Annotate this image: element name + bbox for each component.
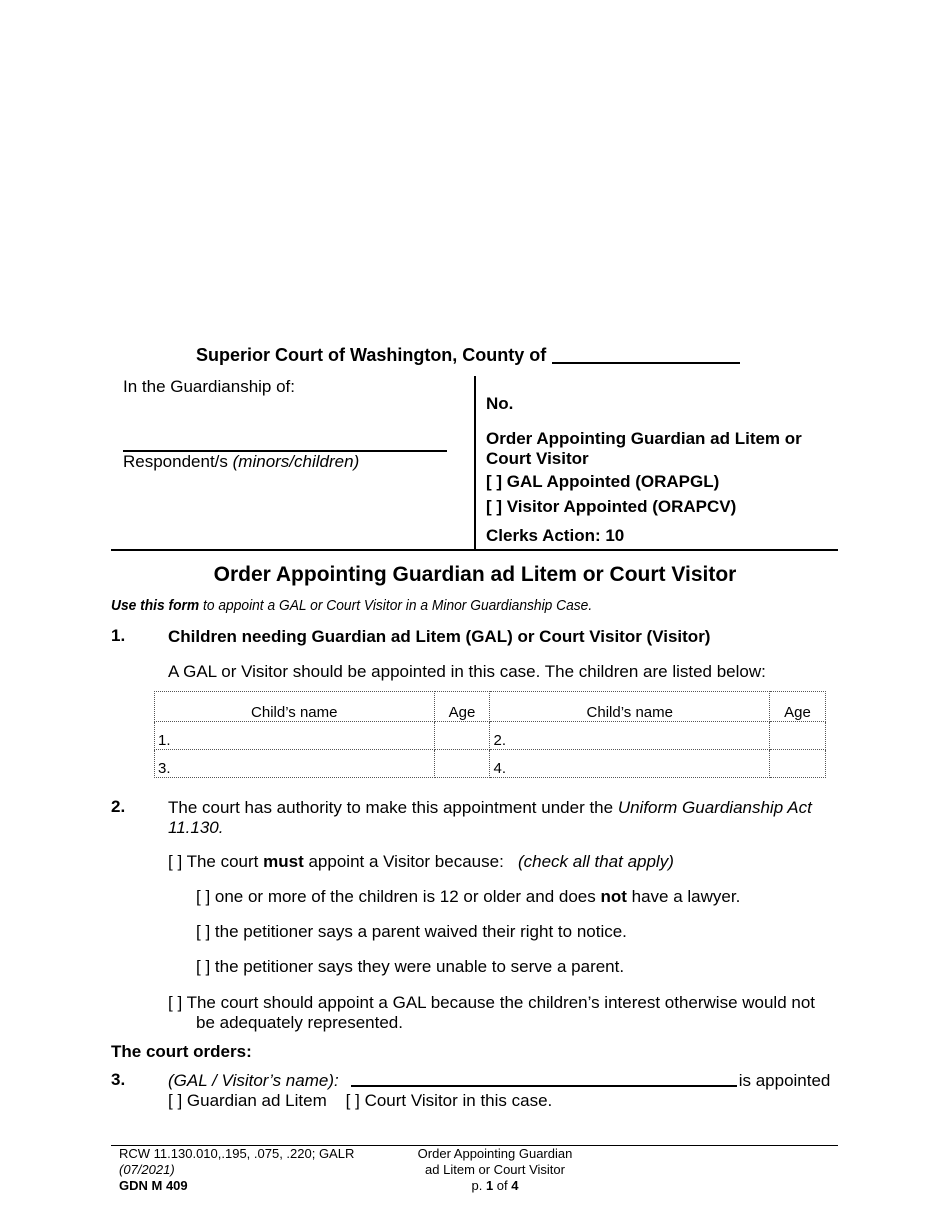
instructions-rest: to appoint a GAL or Court Visitor in a Minor Guardianship Case. bbox=[199, 597, 593, 614]
section-2-text-main: The court has authority to make this appointment under the bbox=[168, 798, 618, 817]
child-age-cell[interactable] bbox=[770, 722, 826, 750]
page-current: 1 bbox=[485, 1178, 494, 1193]
footer-title-line-1: Order Appointing Guardian bbox=[417, 1146, 573, 1161]
page-number bbox=[380, 1178, 610, 1194]
section-2-text-act: Uniform Guardianship Act 11.130. bbox=[168, 798, 812, 837]
visitor-appointed-checkbox[interactable]: [ ] Visitor Appointed (ORAPCV) bbox=[486, 497, 737, 516]
footer-statute: RCW 11.130.010,.195, .075, .220; GALR bbox=[119, 1146, 355, 1161]
respondent-label-text: Respondent/s bbox=[123, 452, 228, 471]
must-appoint-visitor-checkbox[interactable] bbox=[168, 852, 674, 872]
appointee-name-label: (GAL / Visitor’s name): bbox=[168, 1071, 339, 1090]
guardian-ad-litem-checkbox[interactable]: [ ] Guardian ad Litem bbox=[168, 1091, 327, 1110]
column-header: Child’s name bbox=[490, 692, 770, 722]
caption-bottom-rule bbox=[111, 549, 838, 551]
page-total: 4 bbox=[511, 1178, 519, 1193]
instructions-bold: Use this form bbox=[111, 597, 200, 614]
option1-prefix: [ ] one or more of the children is 12 or older and does bbox=[196, 887, 601, 906]
reason-notice-waived-checkbox[interactable]: [ ] the petitioner says a parent waived their right to notice. bbox=[196, 922, 627, 941]
section-1-number: 1. bbox=[111, 626, 126, 645]
should-appoint-gal-checkbox[interactable] bbox=[168, 993, 838, 1033]
table-row bbox=[155, 750, 826, 778]
page-of: of bbox=[493, 1178, 512, 1193]
section-1-text: A GAL or Visitor should be appointed in this case. The children are listed below: bbox=[168, 662, 766, 681]
section-2-number: 2. bbox=[111, 797, 126, 816]
gal-line-1: [ ] The court should appoint a GAL because the children’s interest otherwise would not bbox=[168, 993, 816, 1012]
form-instructions bbox=[111, 597, 592, 614]
appointee-line bbox=[168, 1071, 838, 1091]
respondent-label bbox=[123, 452, 359, 472]
page-prefix: p. bbox=[471, 1178, 486, 1193]
court-title-text: Superior Court of Washington, County of bbox=[196, 345, 547, 365]
child-age-cell[interactable] bbox=[434, 722, 490, 750]
clerks-action: Clerks Action: 10 bbox=[486, 526, 625, 545]
column-header: Child’s name bbox=[155, 692, 435, 722]
court-orders-heading: The court orders: bbox=[111, 1042, 252, 1061]
must-prefix: [ ] The court bbox=[168, 852, 264, 871]
option1-suffix: have a lawyer. bbox=[626, 887, 741, 906]
table-header-row bbox=[155, 692, 826, 722]
must-note: (check all that apply) bbox=[517, 852, 674, 871]
county-blank[interactable] bbox=[552, 344, 740, 364]
child-name-cell[interactable]: 2. bbox=[490, 722, 770, 750]
caption-order-title: Order Appointing Guardian ad Litem or Court Visitor bbox=[486, 429, 802, 468]
footer-statute-block bbox=[119, 1146, 354, 1194]
children-table bbox=[154, 691, 826, 778]
column-header: Age bbox=[770, 692, 826, 722]
must-bold: must bbox=[263, 852, 304, 871]
guardianship-label: In the Guardianship of: bbox=[123, 377, 296, 396]
section-3-number: 3. bbox=[111, 1070, 126, 1089]
document-title: Order Appointing Guardian ad Litem or Court Visitor bbox=[213, 563, 737, 586]
child-name-cell[interactable]: 4. bbox=[490, 750, 770, 778]
is-appointed-text: is appointed bbox=[738, 1071, 831, 1090]
section-1-heading: Children needing Guardian ad Litem (GAL) or Court Visitor (Visitor) bbox=[168, 627, 711, 646]
footer-form-code: GDN M 409 bbox=[119, 1178, 188, 1193]
child-age-cell[interactable] bbox=[434, 750, 490, 778]
column-header: Age bbox=[434, 692, 490, 722]
option1-bold: not bbox=[600, 887, 627, 906]
case-number-label: No. bbox=[486, 394, 514, 413]
child-name-cell[interactable]: 3. bbox=[155, 750, 435, 778]
footer-title-block bbox=[380, 1146, 610, 1194]
court-title bbox=[196, 344, 740, 366]
reason-no-lawyer-checkbox[interactable] bbox=[196, 887, 740, 907]
table-row bbox=[155, 722, 826, 750]
appointee-name-blank[interactable] bbox=[351, 1071, 737, 1087]
appointment-type bbox=[168, 1091, 552, 1111]
section-2-text bbox=[168, 798, 838, 838]
child-name-cell[interactable]: 1. bbox=[155, 722, 435, 750]
gal-appointed-checkbox[interactable]: [ ] GAL Appointed (ORAPGL) bbox=[486, 472, 720, 491]
gal-line-2: be adequately represented. bbox=[196, 1013, 403, 1032]
caption-divider bbox=[474, 376, 476, 551]
reason-unable-to-serve-checkbox[interactable]: [ ] the petitioner says they were unable to serve a parent. bbox=[196, 957, 625, 976]
footer-title-line-2: ad Litem or Court Visitor bbox=[425, 1162, 565, 1177]
court-visitor-checkbox[interactable]: [ ] Court Visitor in this case. bbox=[345, 1091, 553, 1110]
must-suffix: appoint a Visitor because: bbox=[303, 852, 504, 871]
footer-date: (07/2021) bbox=[119, 1162, 175, 1177]
respondent-note: (minors/children) bbox=[232, 452, 360, 471]
child-age-cell[interactable] bbox=[770, 750, 826, 778]
